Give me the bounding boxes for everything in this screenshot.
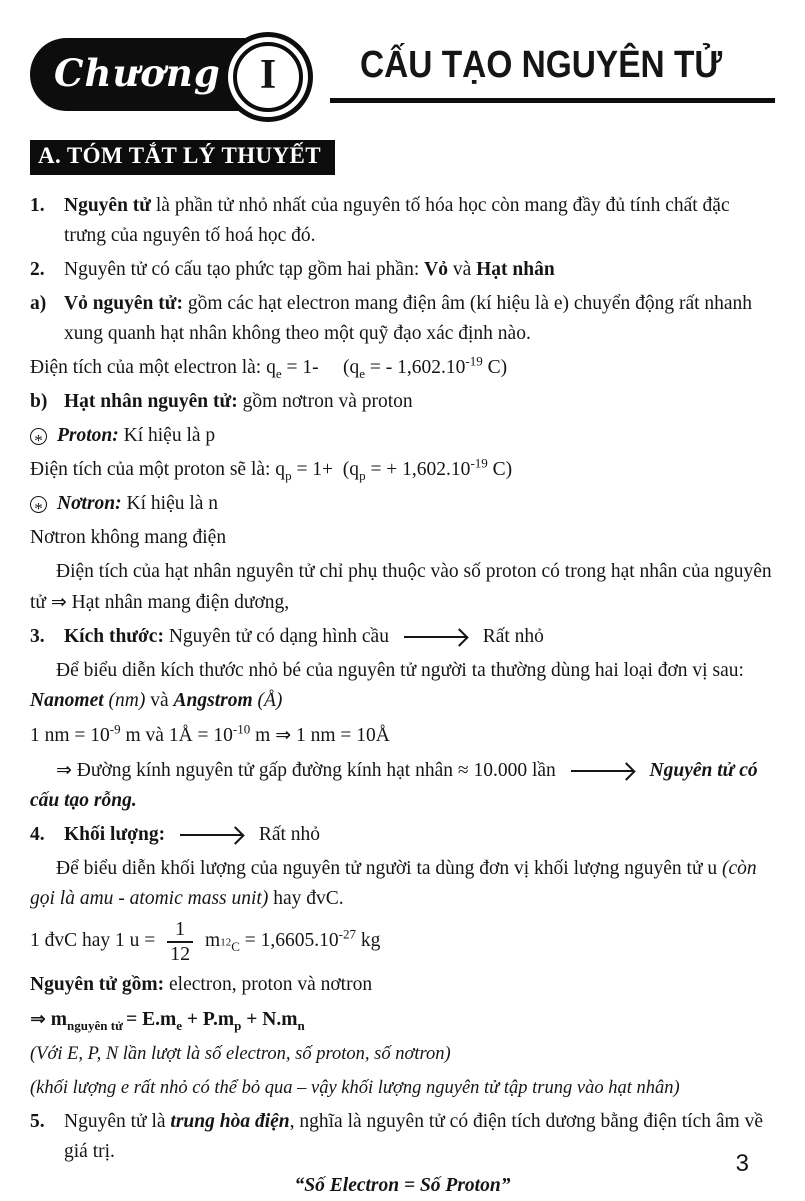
paragraph-text: 1 nm = $10^{-9}$ m và 1Å = $10^{-10}$ m ⇒ 1 nm = 10Å (30, 721, 390, 746)
item-b (30, 387, 775, 417)
list-marker: b) (30, 391, 48, 412)
mass-unit (30, 854, 775, 914)
page-title: CẤU TẠO NGUYÊN TỬ (360, 44, 723, 86)
quote (30, 1171, 775, 1201)
paragraph-text: ⇒ Đường kính nguyên tử gấp đường kính hạt nhân ≈ 10.000 lần Nguyên tử có cấu tạo rỗng. (30, 759, 763, 811)
paragraph-text: Nguyên tử là phần tử nhỏ nhất của nguyên tố hóa học còn mang đầy đủ tính chất đặc trưng của nguyên tố hoá học đó. (64, 195, 735, 246)
paragraph-text: Proton: Kí hiệu là p (57, 425, 216, 446)
electron-charge (30, 353, 775, 383)
paragraph-text: Để biểu diễn khối lượng của nguyên tử người ta dùng đơn vị khối lượng nguyên tử u (còn gọi là amu - atomic mass unit) hay đvC. (30, 858, 762, 909)
bullet-notron (30, 489, 775, 519)
paragraph-text: Nơtron không mang điện (30, 527, 227, 548)
paragraph-text: Kích thước: Nguyên tử có dạng hình cầu Rất nhỏ (64, 626, 544, 647)
mass-note (30, 1073, 775, 1103)
chapter-number-circle (233, 42, 303, 112)
paragraph-text: (khối lượng e rất nhỏ có thể bỏ qua – vậy khối lượng nguyên tử tập trung vào hạt nhân) (30, 1078, 680, 1098)
item-a (30, 289, 775, 349)
list-marker: 4. (30, 824, 45, 845)
nucleus-charge (30, 557, 775, 618)
content (30, 191, 775, 1201)
item-5 (30, 1107, 775, 1167)
chapter-label: Chương (54, 51, 221, 95)
list-marker: 5. (30, 1111, 45, 1132)
list-marker: a) (30, 293, 47, 314)
epn-note (30, 1039, 775, 1069)
circled-asterisk-bullet-icon: * (30, 428, 47, 445)
item-1 (30, 191, 775, 251)
long-right-arrow-icon (404, 636, 466, 638)
section-heading: A. TÓM TẮT LÝ THUYẾT (30, 140, 335, 175)
paragraph-text: Hạt nhân nguyên tử: gồm nơtron và proton (64, 391, 413, 412)
chapter-number: I (259, 52, 277, 98)
paragraph-text: Nguyên tử gồm: electron, proton và nơtron (30, 974, 373, 995)
paragraph-text: “Số Electron = Số Proton” (294, 1175, 511, 1196)
paragraph-text: Để biểu diễn kích thước nhỏ bé của nguyên tử người ta thường dùng hai loại đơn vị sau: Nanomet (nm) và Angstrom (Å) (30, 660, 749, 711)
dvc-formula (30, 918, 775, 966)
paragraph-text: Vỏ nguyên tử: gồm các hạt electron mang điện âm (kí hiệu là e) chuyển động rất nhanh xung quanh hạt nhân không theo một quỹ đạo xác định nào. (64, 293, 757, 344)
long-right-arrow-icon (180, 834, 242, 836)
item-3 (30, 622, 775, 652)
list-marker: 3. (30, 626, 45, 647)
unit-conversion (30, 720, 775, 751)
paragraph-text: Nguyên tử là trung hòa điện, nghĩa là nguyên tử có điện tích dương bằng điện tích âm về giá trị. (64, 1111, 768, 1162)
paragraph-text: 1 đvC hay 1 u = $\frac{1}{12}$ $m_{^{12}C} = 1,6605.10^{-27}$ kg (30, 918, 381, 965)
diameter-ratio (30, 755, 775, 816)
paragraph-text: Điện tích của một electron là: $q_e = 1-$ ($q_e$ = - $1,602.10^{-19}$ C) (30, 353, 508, 381)
paragraph-text: Điện tích của hạt nhân nguyên tử chỉ phụ thuộc vào số proton có trong hạt nhân của nguyên tử ⇒ Hạt nhân mang điện dương, (30, 561, 777, 613)
item-4 (30, 820, 775, 850)
chapter-badge (30, 38, 775, 118)
size-units (30, 656, 775, 716)
paragraph-text: Điện tích của một proton sẽ là: $q_p = 1+ (q_p$ = + $1,602.10^{-19}$ C) (30, 455, 513, 483)
item-2 (30, 255, 775, 285)
proton-charge (30, 455, 775, 485)
mass-formula (30, 1004, 775, 1035)
list-marker: 2. (30, 259, 45, 280)
paragraph-text: Nguyên tử có cấu tạo phức tạp gồm hai phần: Vỏ và Hạt nhân (64, 259, 555, 280)
notron-neutral (30, 523, 775, 553)
long-right-arrow-icon (571, 770, 633, 772)
paragraph-text: ⇒ $m_{nguyên tử} = E.m_e + P.m_p + N.m_n$ (30, 1008, 305, 1033)
header-rule (330, 98, 775, 103)
fraction: $\frac{1}{12}$ (167, 918, 193, 966)
paragraph-text: Nơtron: Kí hiệu là n (57, 493, 219, 514)
paragraph-text: Khối lượng: Rất nhỏ (64, 824, 321, 845)
atom-components (30, 970, 775, 1000)
list-marker: 1. (30, 195, 45, 216)
bullet-proton (30, 421, 775, 451)
paragraph-text: (Với E, P, N lần lượt là số electron, số proton, số nơtron) (30, 1044, 451, 1064)
page-number: 3 (735, 1150, 749, 1177)
circled-asterisk-bullet-icon: * (30, 496, 47, 513)
